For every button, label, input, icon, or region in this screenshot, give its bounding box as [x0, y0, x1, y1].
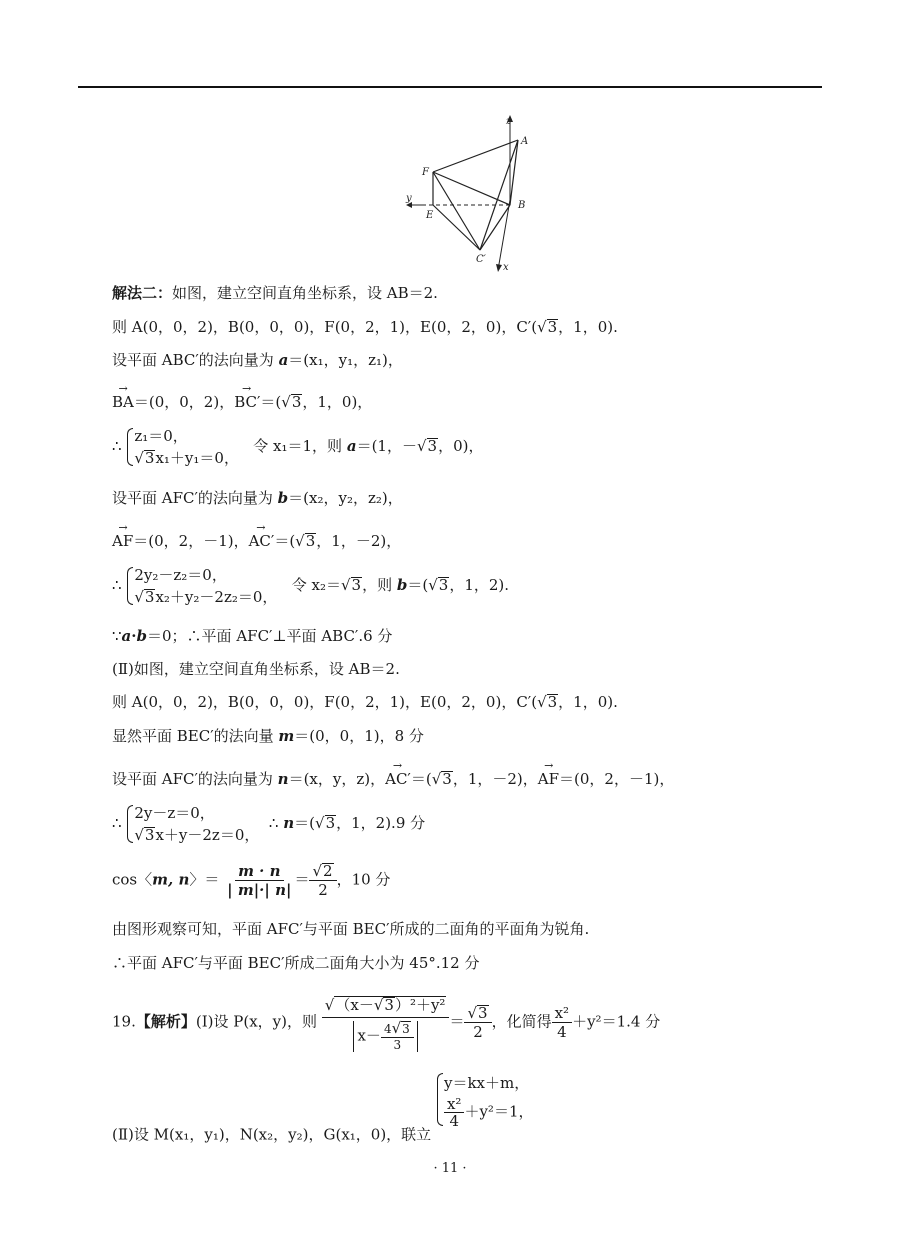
- equation-system-4: y＝kx＋m， $\frac{\text{x²}}{4}$ ＋y²＝1，: [436, 1070, 534, 1129]
- equation-system-2: 2y₂－z₂＝0， √3x₂＋y₂－2z₂＝0，: [126, 564, 277, 608]
- label-F: F: [422, 167, 429, 178]
- ratio-value-fraction: $\frac{√3}{2}$: [464, 1004, 491, 1041]
- solution2-normal-b: 设平面 AFC′的法向量为 b＝(x₂，y₂，z₂)，: [112, 489, 403, 507]
- solution2-normal-a: 设平面 ABC′的法向量为 a＝(x₁，y₁，z₁)，: [112, 351, 403, 369]
- solution2-vectors-ba-bc: → BA＝(0，0，2)，→ BC′＝(√3，1，0)，: [112, 392, 372, 412]
- ellipse-fraction: $\frac{\text{x²}}{4}$: [552, 1004, 572, 1041]
- part2-coords: 则 A(0，0，2)，B(0，0，0)，F(0，2，1)，E(0，2，0)，C′(√3，1，0).: [112, 693, 618, 711]
- x-arrow: [496, 264, 502, 272]
- part2-observe: 由图形观察可知，平面 AFC′与平面 BEC′所成的二面角的平面角为锐角.: [112, 920, 590, 938]
- part2-system: ∴ 2y－z＝0， √3x＋y－2z＝0， ∴ n＝(√3，1，2).9 分: [112, 804, 426, 844]
- label-z: z: [506, 116, 512, 127]
- solution2-coords: 则 A(0，0，2)，B(0，0，0)，F(0，2，1)，E(0，2，0)，C′(√3，1，0).: [112, 318, 618, 336]
- edge-FA: [433, 140, 518, 172]
- label-x: x: [503, 262, 509, 273]
- label-y: y: [406, 193, 412, 204]
- q19-part2: (Ⅱ)设 M(x₁，y₁)，N(x₂，y₂)，G(x₁，0)，联立 y＝kx＋m， $\frac{\text{x²}}{4}$ ＋y²＝1，: [112, 1070, 533, 1145]
- coordinate-figure: [398, 112, 534, 274]
- label-B: B: [518, 200, 526, 211]
- equation-system-3: 2y－z＝0， √3x＋y－2z＝0，: [126, 802, 259, 846]
- x-axis: [498, 200, 510, 270]
- cosine-fraction: $\frac{m \cdot n}{| m|\cdot| n|}$: [227, 862, 292, 899]
- label-A: A: [521, 136, 529, 147]
- part2-intro: (Ⅱ)如图，建立空间直角坐标系，设 AB＝2.: [112, 660, 400, 678]
- header-rule: [78, 86, 822, 88]
- solution2-vectors-af-ac: → AF＝(0，2，－1)，→ AC′＝(√3，1，－2)，: [112, 531, 401, 551]
- cosine-value-fraction: $\frac{√2}{2}$: [309, 862, 336, 899]
- part2-normal-m: 显然平面 BEC′的法向量 m＝(0，0，1)，8 分: [112, 727, 424, 745]
- part2-cosine: cos〈m, n〉＝ $\frac{m \cdot n}{| m|\cdot| n|}$ ＝ $\frac{√2}{2}$ ，10 分: [112, 862, 391, 899]
- part2-normal-n: 设平面 AFC′的法向量为 n＝(x，y，z)，→ AC′＝(√3，1，－2)，→ AF＝(0，2，－1)，: [112, 769, 674, 789]
- label-C: C′: [476, 254, 486, 265]
- edge-FB: [433, 172, 510, 205]
- label-E: E: [426, 210, 434, 221]
- solution2-system2: ∴ 2y₂－z₂＝0， √3x₂＋y₂－2z₂＝0， 令 x₂＝√3，则 b＝(√3，1，2).: [112, 566, 510, 606]
- equation-system-1: z₁＝0， √3x₁＋y₁＝0，: [126, 425, 239, 469]
- solution2-system1: ∴ z₁＝0， √3x₁＋y₁＝0， 令 x₁＝1，则 a＝(1，－√3，0)，: [112, 427, 484, 467]
- page-number: · 11 ·: [433, 1161, 467, 1176]
- distance-ratio-fraction: √（x－√3）²＋y² x－ $\frac{4√3}{3}$: [322, 993, 450, 1052]
- part2-final: ∴平面 AFC′与平面 BEC′所成二面角大小为 45°.12 分: [112, 954, 480, 972]
- solution2-intro: 解法二：如图，建立空间直角坐标系，设 AB＝2.: [112, 284, 438, 302]
- solution2-conclusion: ∵a·b＝0；∴平面 AFC′⊥平面 ABC′.6 分: [112, 627, 393, 645]
- q19-part1: 19.【解析】(Ⅰ)设 P(x，y)，则 √（x－√3）²＋y² x－ $\frac{4√3}{3}$ ＝ $\frac{√3}{2}$ ，化简得 $\frac{\text{x²}}{4}$ ＋y²＝1.4 分: [112, 993, 660, 1052]
